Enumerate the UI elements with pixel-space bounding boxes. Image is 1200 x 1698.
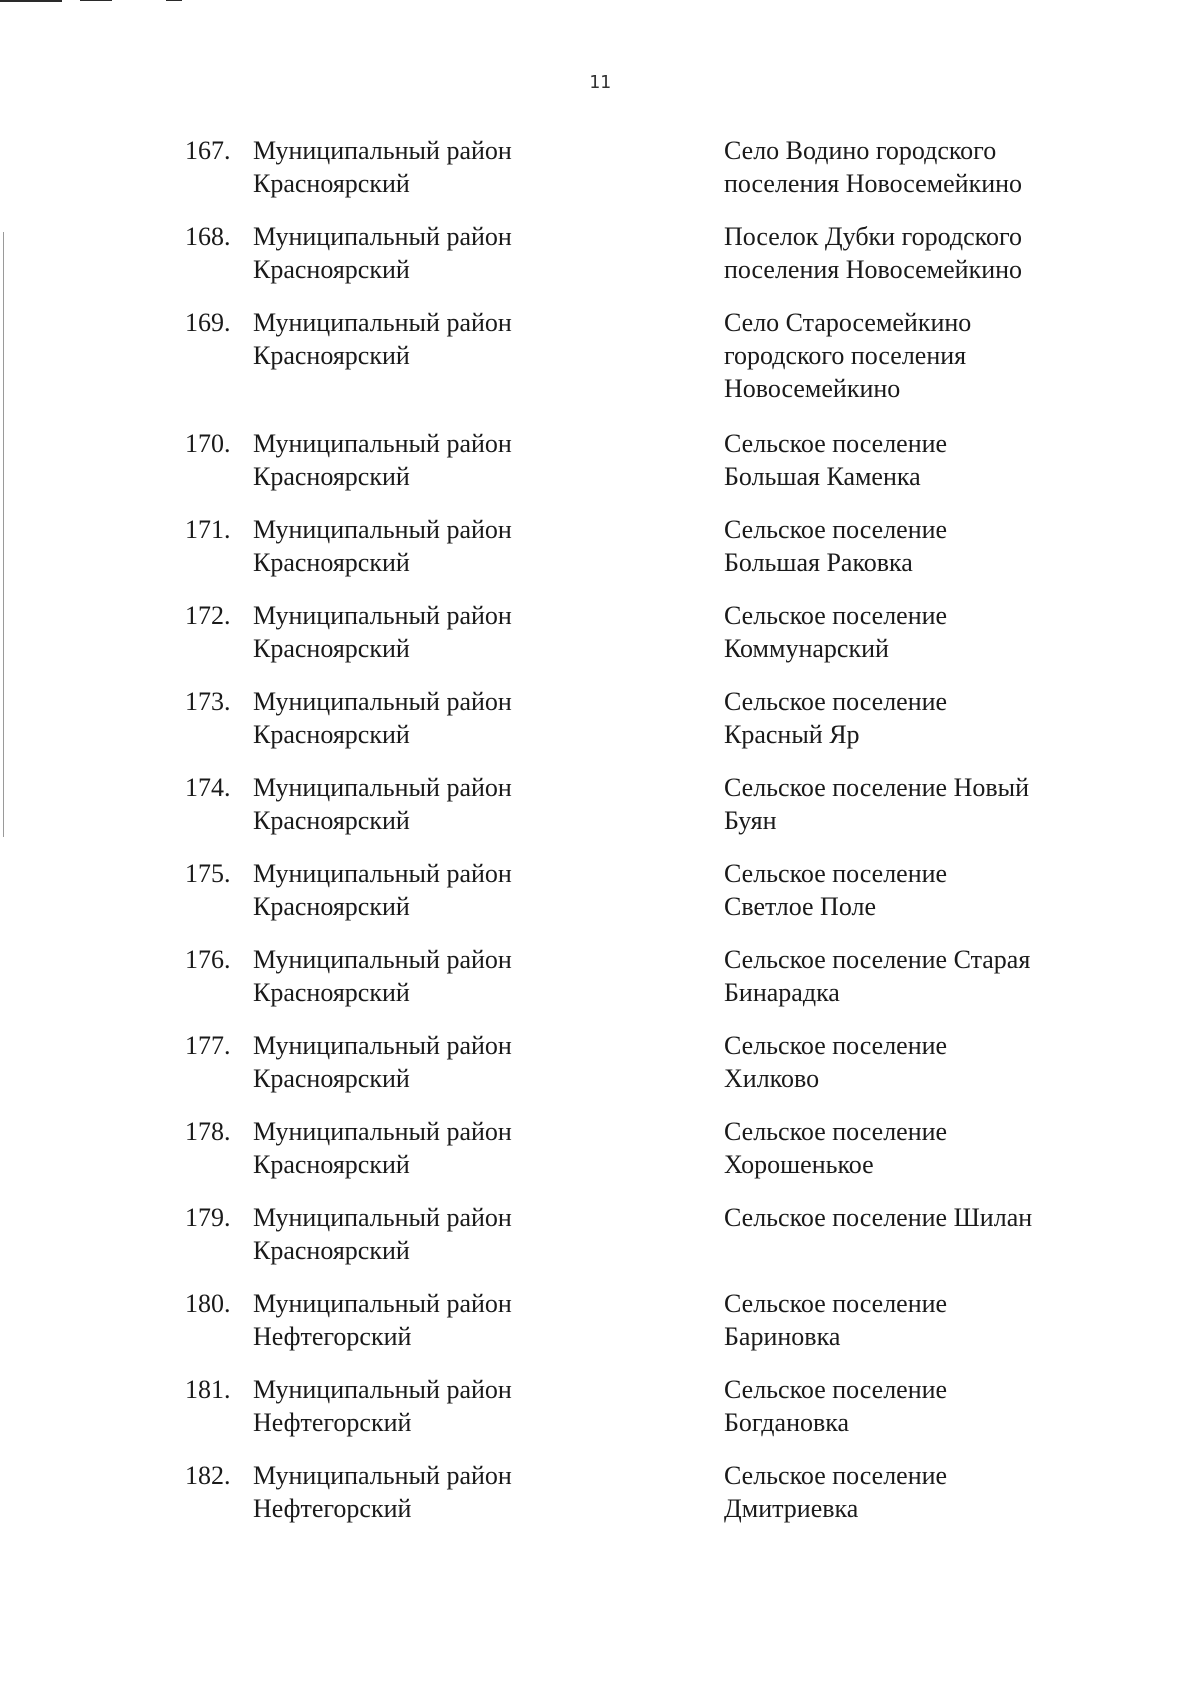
settlement-line: поселения Новосемейкино xyxy=(724,169,1023,198)
item-number: 176. xyxy=(185,945,231,974)
settlement-line: Буян xyxy=(724,806,777,835)
district-line: Красноярский xyxy=(253,548,410,577)
item-number: 179. xyxy=(185,1203,231,1232)
settlement-line: Сельское поселение xyxy=(724,1461,948,1490)
district-name xyxy=(253,771,693,837)
list-item xyxy=(0,1201,1200,1267)
district-line: Муниципальный район xyxy=(253,1117,512,1146)
item-number: 178. xyxy=(185,1117,231,1146)
district-line: Красноярский xyxy=(253,1150,410,1179)
settlement-line: Село Старосемейкино xyxy=(724,308,972,337)
settlement-name xyxy=(724,134,1084,200)
settlement-name xyxy=(724,599,1084,665)
list-item xyxy=(0,685,1200,751)
scan-artifact-line xyxy=(0,0,62,2)
settlement-line: Хилково xyxy=(724,1064,820,1093)
settlement-name xyxy=(724,1459,1084,1525)
district-name xyxy=(253,1459,693,1525)
district-name xyxy=(253,134,693,200)
list-item xyxy=(0,1029,1200,1095)
item-number: 169. xyxy=(185,308,231,337)
settlement-line: поселения Новосемейкино xyxy=(724,255,1023,284)
settlement-line: Сельское поселение Старая xyxy=(724,945,1031,974)
district-name xyxy=(253,1115,693,1181)
settlement-name xyxy=(724,857,1084,923)
settlement-line: Сельское поселение xyxy=(724,1375,948,1404)
item-number: 174. xyxy=(185,773,231,802)
district-line: Муниципальный район xyxy=(253,308,512,337)
item-number: 175. xyxy=(185,859,231,888)
scan-artifact-line xyxy=(166,0,182,1)
list-item xyxy=(0,1459,1200,1525)
settlement-line: Большая Раковка xyxy=(724,548,913,577)
district-name xyxy=(253,943,693,1009)
item-number: 180. xyxy=(185,1289,231,1318)
district-line: Муниципальный район xyxy=(253,222,512,251)
settlement-name xyxy=(724,1287,1084,1353)
district-line: Муниципальный район xyxy=(253,945,512,974)
settlement-name xyxy=(724,943,1084,1009)
list-item xyxy=(0,771,1200,837)
settlement-name xyxy=(724,306,1084,405)
settlement-line: Поселок Дубки городского xyxy=(724,222,1022,251)
district-line: Муниципальный район xyxy=(253,1461,512,1490)
settlement-line: Светлое Поле xyxy=(724,892,877,921)
settlement-line: Сельское поселение xyxy=(724,687,948,716)
settlement-line: Бариновка xyxy=(724,1322,841,1351)
settlement-name xyxy=(724,220,1084,286)
settlement-line: Сельское поселение xyxy=(724,1031,948,1060)
district-line: Нефтегорский xyxy=(253,1494,412,1523)
settlement-line: Большая Каменка xyxy=(724,462,921,491)
settlement-line: Сельское поселение Шилан xyxy=(724,1203,1033,1232)
settlement-line: Новосемейкино xyxy=(724,374,901,403)
settlement-name xyxy=(724,1201,1084,1234)
district-line: Муниципальный район xyxy=(253,136,512,165)
settlement-line: Сельское поселение xyxy=(724,859,948,888)
settlement-line: Сельское поселение xyxy=(724,1289,948,1318)
district-line: Красноярский xyxy=(253,892,410,921)
district-line: Муниципальный район xyxy=(253,1031,512,1060)
list-item xyxy=(0,306,1200,405)
district-line: Нефтегорский xyxy=(253,1408,412,1437)
scan-artifact-line xyxy=(80,0,112,1)
item-number: 173. xyxy=(185,687,231,716)
district-line: Муниципальный район xyxy=(253,429,512,458)
settlement-name xyxy=(724,685,1084,751)
district-line: Красноярский xyxy=(253,1236,410,1265)
district-line: Муниципальный район xyxy=(253,687,512,716)
list-item xyxy=(0,134,1200,200)
district-name xyxy=(253,220,693,286)
settlement-line: городского поселения xyxy=(724,341,967,370)
settlement-line: Красный Яр xyxy=(724,720,860,749)
district-line: Красноярский xyxy=(253,462,410,491)
settlement-name xyxy=(724,1115,1084,1181)
district-line: Красноярский xyxy=(253,1064,410,1093)
settlement-name xyxy=(724,1029,1084,1095)
list-item xyxy=(0,1115,1200,1181)
district-line: Красноярский xyxy=(253,634,410,663)
district-name xyxy=(253,427,693,493)
settlement-list xyxy=(0,134,1200,1545)
item-number: 181. xyxy=(185,1375,231,1404)
list-item xyxy=(0,513,1200,579)
list-item xyxy=(0,857,1200,923)
district-line: Муниципальный район xyxy=(253,601,512,630)
district-line: Муниципальный район xyxy=(253,515,512,544)
district-line: Красноярский xyxy=(253,978,410,1007)
settlement-line: Сельское поселение xyxy=(724,515,948,544)
page-number: 11 xyxy=(589,72,611,93)
district-line: Нефтегорский xyxy=(253,1322,412,1351)
list-item xyxy=(0,427,1200,493)
district-name xyxy=(253,513,693,579)
settlement-line: Сельское поселение Новый xyxy=(724,773,1030,802)
district-line: Муниципальный район xyxy=(253,1289,512,1318)
settlement-name xyxy=(724,771,1084,837)
district-line: Муниципальный район xyxy=(253,859,512,888)
settlement-line: Село Водино городского xyxy=(724,136,997,165)
settlement-line: Дмитриевка xyxy=(724,1494,859,1523)
district-name xyxy=(253,1029,693,1095)
district-line: Красноярский xyxy=(253,255,410,284)
settlement-name xyxy=(724,427,1084,493)
list-item xyxy=(0,599,1200,665)
district-name xyxy=(253,599,693,665)
district-line: Муниципальный район xyxy=(253,1203,512,1232)
district-name xyxy=(253,306,693,372)
settlement-line: Бинарадка xyxy=(724,978,840,1007)
list-item xyxy=(0,943,1200,1009)
item-number: 172. xyxy=(185,601,231,630)
settlement-line: Сельское поселение xyxy=(724,429,948,458)
district-name xyxy=(253,1287,693,1353)
list-item xyxy=(0,1373,1200,1439)
item-number: 170. xyxy=(185,429,231,458)
settlement-line: Хорошенькое xyxy=(724,1150,874,1179)
list-item xyxy=(0,1287,1200,1353)
item-number: 182. xyxy=(185,1461,231,1490)
item-number: 167. xyxy=(185,136,231,165)
district-line: Красноярский xyxy=(253,806,410,835)
district-line: Муниципальный район xyxy=(253,1375,512,1404)
settlement-line: Коммунарский xyxy=(724,634,889,663)
item-number: 177. xyxy=(185,1031,231,1060)
settlement-name xyxy=(724,1373,1084,1439)
settlement-name xyxy=(724,513,1084,579)
district-name xyxy=(253,857,693,923)
settlement-line: Сельское поселение xyxy=(724,601,948,630)
district-line: Красноярский xyxy=(253,169,410,198)
item-number: 171. xyxy=(185,515,231,544)
district-name xyxy=(253,1373,693,1439)
list-item xyxy=(0,220,1200,286)
settlement-line: Сельское поселение xyxy=(724,1117,948,1146)
item-number: 168. xyxy=(185,222,231,251)
district-line: Муниципальный район xyxy=(253,773,512,802)
district-name xyxy=(253,685,693,751)
district-line: Красноярский xyxy=(253,720,410,749)
district-line: Красноярский xyxy=(253,341,410,370)
district-name xyxy=(253,1201,693,1267)
settlement-line: Богдановка xyxy=(724,1408,850,1437)
